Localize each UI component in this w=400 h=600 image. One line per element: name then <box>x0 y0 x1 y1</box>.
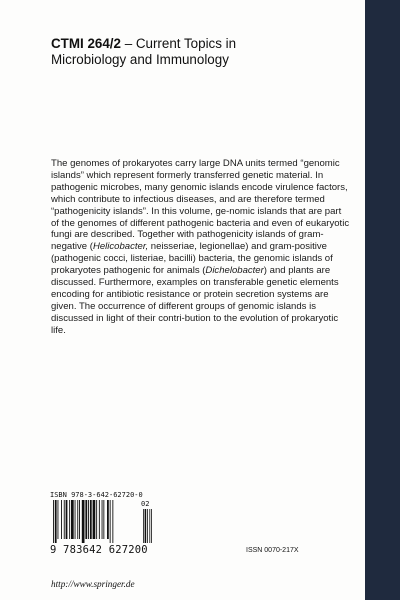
issn-number: ISSN 0070-217X <box>246 547 299 554</box>
publisher-url: http://www.springer.de <box>51 579 135 589</box>
barcode-bar <box>102 500 103 539</box>
book-description <box>51 158 351 337</box>
description-paragraph <box>51 158 351 337</box>
barcode-bar <box>75 500 76 539</box>
barcode-bar <box>112 500 113 543</box>
description-text-2: neisseriae, legionellae) and gram-positive (pathogenic cocci, listeriae, bacilli) bacteria, the genomic islands of prokaryotes pathogenic for animals ( <box>51 241 333 277</box>
series-title-line1: Current Topics in <box>135 36 237 51</box>
barcode-bar <box>103 500 104 539</box>
description-italic-helicobacter: Helicobacter, <box>92 241 149 253</box>
barcode-bar <box>85 500 87 539</box>
barcode-bar <box>64 500 65 539</box>
barcode-bar <box>66 500 68 539</box>
barcode-addon-bar <box>143 509 144 543</box>
barcode-bar <box>79 500 80 539</box>
barcode-bar <box>107 500 109 539</box>
series-heading <box>51 36 351 68</box>
series-title-line2: Microbiology and Immunology <box>51 52 229 67</box>
barcode-bar <box>55 500 57 543</box>
isbn-barcode <box>50 491 162 563</box>
barcode-bar <box>96 500 97 539</box>
barcode-addon-digits: 02 <box>141 500 150 508</box>
barcode-addon-bar <box>149 509 150 543</box>
description-text-1: The genomes of prokaryotes carry large DNA units termed “genomic islands” which represent formerly transferred genetic material. In pathogenic microbes, many genomic islands encode virulence factors, which contribute to infectious diseases, and are therefore termed “pathogenicity islands”. In this volume, ge-nomic islands that are part of the genomes of different pathogenic bacteria and even of eukaryotic fungi are described. Together with pathogenicity islands of gram-negative ( <box>51 158 350 253</box>
isbn-label: ISBN 978-3-642-62720-0 <box>50 491 143 499</box>
barcode-bar <box>61 500 62 539</box>
barcode-bar <box>71 500 74 539</box>
description-text-3: ) and plants are discussed. Furthermore, examples on transferable genetic elements encoding for antibiotic resistance or protein secretion systems are given. The occurrence of different groups of genomic islands is discussed in light of their contri-bution to the evolution of prokaryotic life. <box>51 265 339 336</box>
ean-digits: 9 783642 627200 <box>50 544 148 556</box>
barcode-bar <box>88 500 89 539</box>
series-code: CTMI 264/2 <box>51 36 121 51</box>
series-separator: – <box>120 36 136 51</box>
barcode-addon-bar <box>147 509 148 543</box>
cover-spine-edge <box>365 0 400 600</box>
barcode-bar <box>93 500 96 539</box>
barcode-bar <box>69 500 70 539</box>
barcode-bar <box>90 500 92 539</box>
barcode-bar <box>77 500 78 539</box>
barcode-addon-bar <box>151 509 152 543</box>
barcode-bar <box>110 500 111 543</box>
description-italic-dichelobacter: Dichelobacter <box>205 265 264 277</box>
barcode-bar <box>82 500 85 543</box>
barcode-addon-bar <box>145 509 147 543</box>
barcode-bar <box>53 500 54 543</box>
barcode-bar <box>58 500 59 539</box>
barcode-bar <box>99 500 100 539</box>
